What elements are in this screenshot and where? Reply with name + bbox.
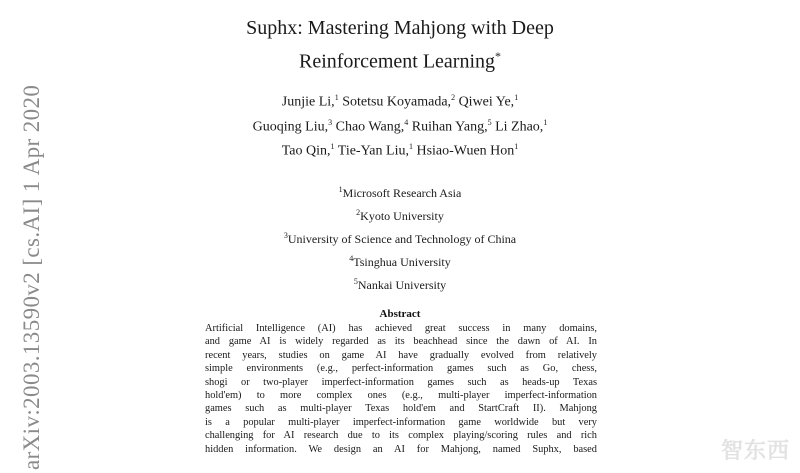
abstract-heading: Abstract [379, 308, 421, 320]
abstract-line: simple environments (e.g., perfect-information games such as Go, chess, [205, 363, 597, 375]
paper-title [180, 14, 620, 76]
affiliation-name: Nankai University [357, 278, 447, 292]
affiliation-number: 5 [353, 277, 358, 286]
abstract-line: games such as multi-player Texas hold'em and StartCraft II). Mahjong [205, 403, 597, 415]
abstract-line: shogi or two-player imperfect-information games such as heads-up Texas [205, 376, 597, 388]
author-name: Qiwei Ye, [458, 94, 515, 110]
affiliation-name: Microsoft Research Asia [342, 186, 462, 200]
abstract-line: challenging for AI research due to its complex playing/scoring rules and rich [205, 430, 597, 442]
author-affiliation-mark: 5 [487, 117, 492, 127]
title-line-2 [180, 42, 620, 76]
affiliation-item [200, 272, 600, 295]
affiliation-item [200, 226, 600, 249]
abstract-line: is a popular multi-player imperfect-information game worldwide but very [205, 416, 597, 428]
abstract-line: recent years, studies on game AI have gradually evolved from relatively [205, 349, 597, 361]
affiliation-name: Kyoto University [360, 209, 444, 223]
author-name: Li Zhao, [495, 119, 544, 135]
author-name: Hsiao-Wuen Hon [416, 143, 515, 159]
watermark-logo: 智东西 [720, 439, 790, 464]
title-line-2-text: Reinforcement Learning [298, 50, 496, 73]
author-affiliation-mark: 1 [334, 93, 339, 102]
abstract-body [205, 322, 597, 456]
abstract-line: Artificial Intelligence (AI) has achieved great success in many domains, [205, 323, 597, 334]
affiliation-name: Tsinghua University [353, 255, 451, 269]
title-line-1: Suphx: Mastering Mahjong with Deep [246, 17, 554, 39]
author-name: Tao Qin, [281, 143, 331, 159]
title-footnote-mark: * [495, 49, 502, 63]
abstract-line: hold'em) to more complex ones (e.g., multi-player imperfect-information [205, 390, 597, 402]
author-affiliation-mark: 4 [404, 117, 409, 127]
author-line [180, 113, 620, 138]
author-affiliation-mark: 1 [514, 93, 519, 102]
abstract-line: and game AI is widely regarded as its beachhead since the dawn of AI. In [205, 336, 597, 348]
author-line [180, 88, 620, 113]
affiliation-item [200, 180, 600, 203]
author-line [180, 137, 620, 162]
affiliation-list [200, 180, 600, 295]
affiliation-name: University of Science and Technology of China [287, 232, 517, 246]
author-affiliation-mark: 1 [514, 142, 519, 152]
author-name: Tie-Yan Liu, [337, 143, 409, 159]
author-affiliation-mark: 1 [408, 142, 413, 152]
affiliation-number: 2 [356, 208, 361, 217]
abstract-line: hidden information. We design an AI for Mahjong, named Suphx, based [205, 443, 597, 455]
author-name: Chao Wang, [335, 119, 405, 135]
author-list [180, 88, 620, 162]
author-affiliation-mark: 1 [330, 142, 335, 152]
author-name: Guoqing Liu, [252, 119, 329, 135]
author-affiliation-mark: 1 [543, 117, 548, 127]
affiliation-number: 3 [283, 231, 288, 240]
author-name: Ruihan Yang, [411, 119, 488, 135]
author-affiliation-mark: 3 [328, 117, 333, 127]
author-name: Sotetsu Koyamada, [342, 94, 452, 110]
affiliation-number: 1 [338, 185, 343, 194]
arxiv-identifier-stamp: arXiv:2003.13590v2 [cs.AI] 1 Apr 2020 [19, 84, 44, 470]
affiliation-item [200, 249, 600, 272]
author-affiliation-mark: 2 [451, 93, 456, 102]
author-name: Junjie Li, [281, 94, 335, 110]
affiliation-number: 4 [349, 254, 354, 263]
affiliation-item [200, 203, 600, 226]
